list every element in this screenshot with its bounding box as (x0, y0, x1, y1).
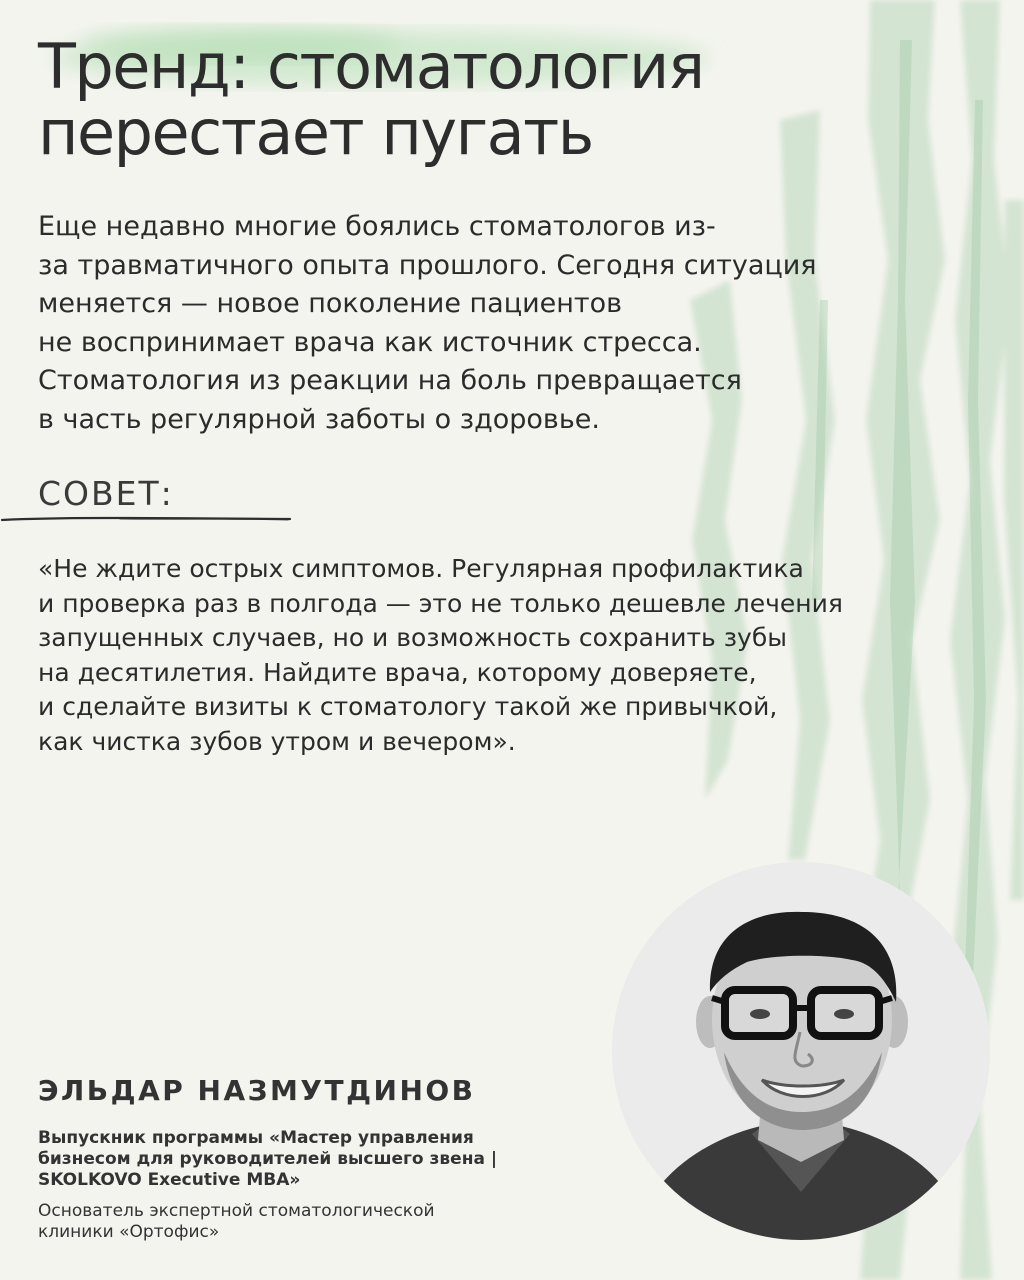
advice-underline (0, 512, 300, 526)
author-position-line: Основатель экспертной стоматологической (38, 1201, 435, 1221)
author-portrait (612, 862, 990, 1240)
page-title (38, 30, 938, 169)
author-education-line: бизнесом для руководителей высшего звена | (38, 1149, 498, 1169)
author-position-line: клиники «Ортофис» (38, 1222, 220, 1242)
quote-line: как чистка зубов утром и вечером». (38, 726, 516, 756)
quote-line: «Не ждите острых симптомов. Регулярная профилактика (38, 554, 804, 583)
intro-line: меняется — новое поколение пациентов (38, 288, 623, 319)
portrait-illustration (612, 862, 990, 1240)
title-line-2: перестает пугать (38, 96, 593, 169)
quote-line: и сделайте визиты к стоматологу такой же привычкой, (38, 692, 778, 721)
intro-line: в часть регулярной заботы о здоровье. (38, 403, 600, 435)
quote-line: запущенных случаев, но и возможность сохранить зубы (38, 623, 787, 652)
author-name: ЭЛЬДАР НАЗМУТДИНОВ (38, 1074, 476, 1107)
advice-heading: СОВЕТ: (38, 474, 174, 513)
author-education-line: Выпускник программы «Мастер управления (38, 1128, 474, 1148)
intro-line: не воспринимает врача как источник стресса. (38, 326, 702, 358)
quote-line: на десятилетия. Найдите врача, которому доверяете, (38, 657, 757, 687)
intro-line: за травматичного опыта прошлого. Сегодня ситуация (38, 249, 817, 281)
author-education-line: SKOLKOVO Executive MBA» (38, 1170, 301, 1190)
intro-line: Еще недавно многие боялись стоматологов из- (38, 211, 716, 242)
intro-line: Стоматология из реакции на боль превращается (38, 365, 742, 396)
author-position (38, 1201, 598, 1243)
advice-quote (38, 552, 958, 759)
intro-paragraph (38, 208, 958, 439)
quote-line: и проверка раз в полгода — это не только дешевле лечения (38, 588, 843, 618)
author-education (38, 1128, 598, 1191)
title-line-1: Тренд: стоматология (38, 30, 704, 103)
